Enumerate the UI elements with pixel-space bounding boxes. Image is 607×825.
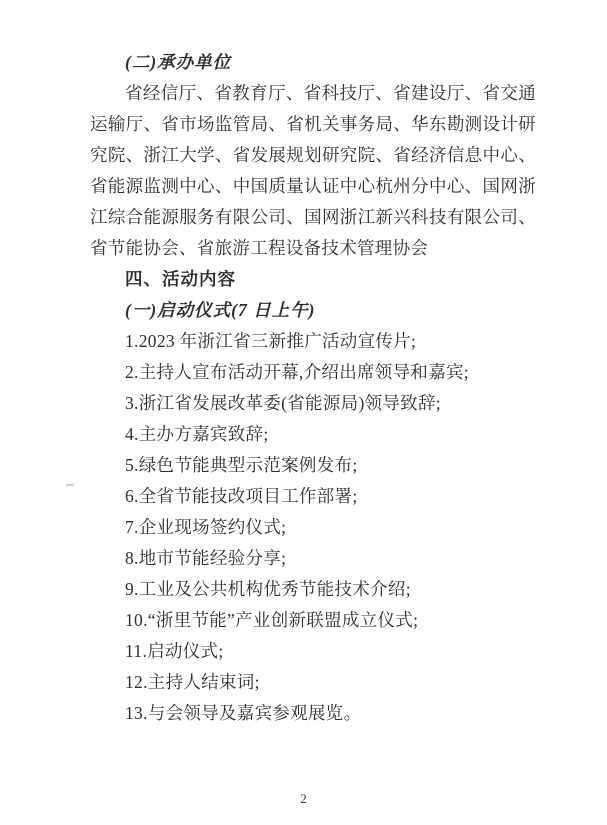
agenda-item-4: 4.主办方嘉宾致辞; bbox=[125, 424, 269, 444]
agenda-item-5: 5.绿色节能典型示范案例发布; bbox=[125, 455, 358, 475]
subsection-heading-organizers: (二)承办单位 bbox=[125, 52, 232, 72]
agenda-item-11: 11.启动仪式; bbox=[125, 641, 224, 661]
organizers-paragraph: 省经信厅、省教育厅、省科技厅、省建设厅、省交通运输厅、省市场监管局、省机关事务局、华东勘测设计研究院、浙江大学、省发展规划研究院、省经济信息中心、省能源监测中心、中国质量认证中心杭州分中心、国网浙江综合能源服务有限公司、国网浙江新兴科技有限公司、省节能协会、省旅游工程设备技术管理协会 bbox=[90, 83, 536, 258]
agenda-item-8: 8.地市节能经验分享; bbox=[125, 548, 287, 568]
agenda-item-7: 7.企业现场签约仪式; bbox=[125, 517, 287, 537]
section-heading-activities: 四、活动内容 bbox=[125, 269, 236, 289]
page-number: 2 bbox=[300, 791, 307, 806]
agenda-item-3: 3.浙江省发展改革委(省能源局)领导致辞; bbox=[125, 393, 441, 413]
subsection-heading-launch-ceremony: (一)启动仪式(7 日上午) bbox=[125, 300, 316, 320]
agenda-item-6: 6.全省节能技改项目工作部署; bbox=[125, 486, 358, 506]
document-content bbox=[90, 47, 536, 729]
agenda-item-13: 13.与会领导及嘉宾参观展览。 bbox=[125, 703, 362, 723]
agenda-item-10: 10.“浙里节能”产业创新联盟成立仪式; bbox=[125, 610, 419, 630]
agenda-item-2: 2.主持人宣布活动开幕,介绍出席领导和嘉宾; bbox=[125, 362, 469, 382]
agenda-item-12: 12.主持人结束词; bbox=[125, 672, 260, 692]
agenda-item-9: 9.工业及公共机构优秀节能技术介绍; bbox=[125, 579, 411, 599]
scan-artifact bbox=[66, 484, 74, 487]
agenda-item-1: 1.2023 年浙江省三新推广活动宣传片; bbox=[125, 331, 417, 351]
